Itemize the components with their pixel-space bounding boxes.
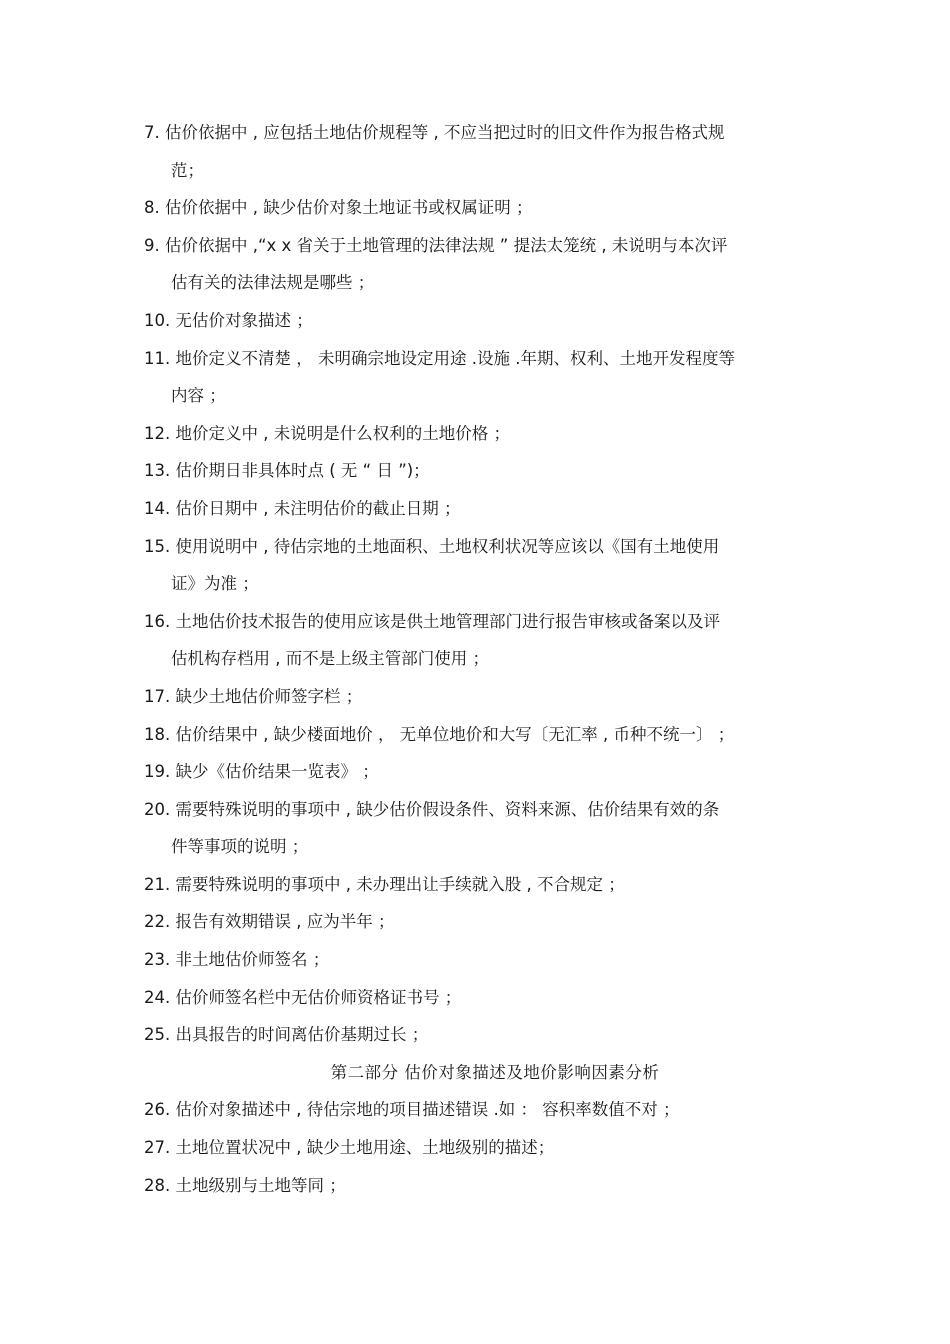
list-item-13: 13. 估价期日非具体时点 ( 无 “ 日 ”)； — [144, 461, 430, 481]
list-item-9: 9. 估价依据中 ,“x x 省关于土地管理的法律法规 ” 提法太笼统 , 未说明与本次评 — [144, 235, 728, 255]
list-item-23: 23. 非土地估价师签名 ； — [144, 950, 330, 970]
list-item-8: 8. 估价依据中 , 缺少估价对象土地证书或权属证明 ； — [144, 198, 533, 218]
list-item-28: 28. 土地级别与土地等同 ； — [144, 1175, 346, 1195]
list-item-18: 18. 估价结果中 , 缺少楼面地价 ， 无单位地价和大写〔无汇率 , 币种不统一〕 ； — [144, 724, 735, 744]
list-item-22: 22. 报告有效期错误 , 应为半年 ； — [144, 912, 395, 932]
list-item-25: 25. 出具报告的时间离估价基期过长 ； — [144, 1025, 429, 1045]
list-item-7-continuation: 范； — [171, 160, 204, 180]
list-item-11-continuation: 内容 ； — [171, 386, 226, 406]
document-body — [144, 114, 816, 1204]
list-item-14: 14. 估价日期中 , 未注明估价的截止日期 ； — [144, 498, 461, 518]
list-item-24: 24. 估价师签名栏中无估价师资格证书号 ； — [144, 987, 462, 1007]
list-item-15-continuation: 证》为准 ； — [171, 574, 259, 594]
list-item-16-continuation: 估机构存档用 , 而不是上级主管部门使用 ； — [171, 649, 489, 669]
list-item-7: 7. 估价依据中 , 应包括土地估价规程等 , 不应当把过时的旧文件作为报告格式规 — [144, 123, 725, 142]
list-item-10: 10. 无估价对象描述 ； — [144, 310, 313, 330]
list-item-20: 20. 需要特殊说明的事项中 , 缺少估价假设条件、资料来源、估价结果有效的条 — [144, 799, 720, 819]
list-item-19: 19. 缺少《估价结果一览表》 ； — [144, 762, 379, 782]
list-item-26: 26. 估价对象描述中 , 待估宗地的项目描述错误 .如 ： 容积率数值不对 ； — [144, 1100, 680, 1120]
list-item-20-continuation: 件等事项的说明 ； — [171, 837, 309, 857]
list-item-11: 11. 地价定义不清楚 ， 未明确宗地设定用途 .设施 .年期、权利、土地开发程度等 — [144, 348, 735, 368]
list-item-12: 12. 地价定义中 , 未说明是什么权利的土地价格 ； — [144, 423, 510, 443]
list-item-15: 15. 使用说明中 , 待估宗地的土地面积、土地权利状况等应该以《国有土地使用 — [144, 536, 720, 556]
list-item-27: 27. 土地位置状况中 , 缺少土地用途、土地级别的描述； — [144, 1138, 555, 1158]
list-item-9-continuation: 估有关的法律法规是哪些 ； — [171, 273, 375, 293]
list-item-21: 21. 需要特殊说明的事项中 , 未办理出让手续就入股 , 不合规定 ； — [144, 874, 625, 894]
section-heading: 第二部分 估价对象描述及地价影响因素分析 — [330, 1062, 660, 1082]
list-item-17: 17. 缺少土地估价师签字栏 ； — [144, 686, 363, 706]
list-item-16: 16. 土地估价技术报告的使用应该是供土地管理部门进行报告审核或备案以及评 — [144, 611, 720, 631]
